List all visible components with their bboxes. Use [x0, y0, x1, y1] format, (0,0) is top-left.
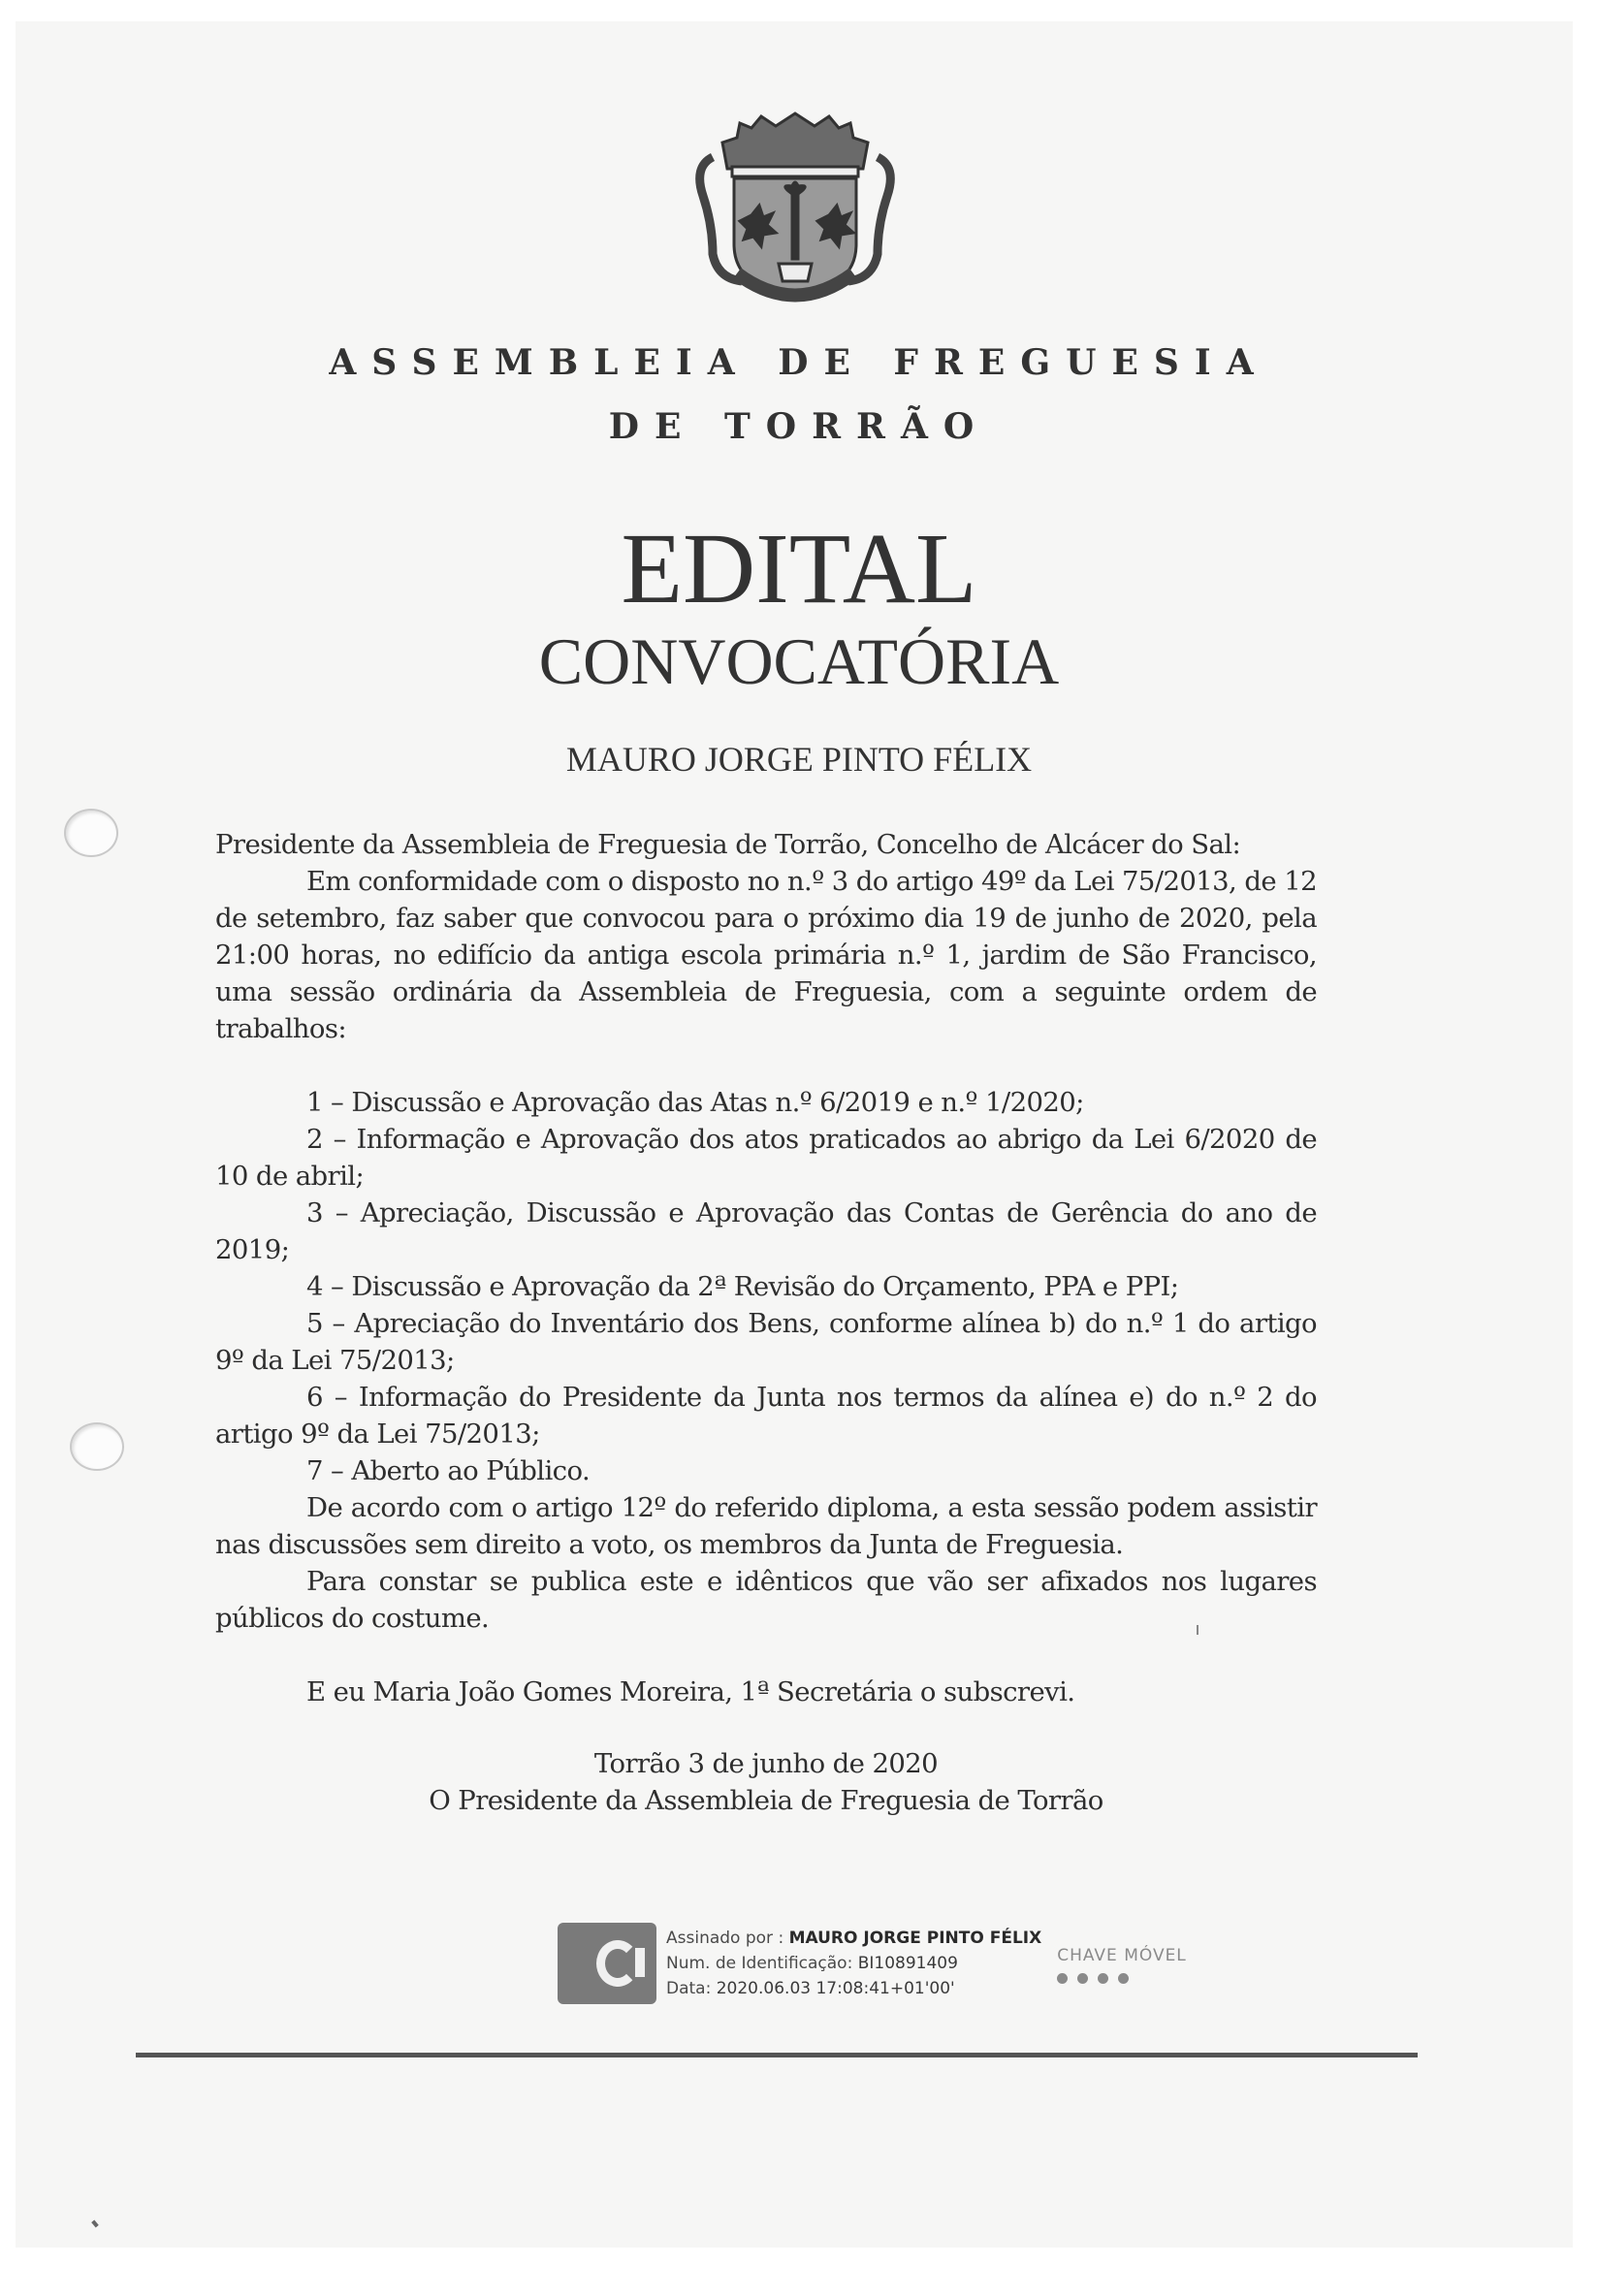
chave-movel-brand: [1057, 1944, 1187, 1984]
digital-signature-stamp: [558, 1922, 1187, 2005]
id-label: Num. de Identificação:: [666, 1954, 853, 1973]
document-title: EDITAL: [621, 513, 977, 624]
footer-rule: [136, 2053, 1418, 2057]
intro-line: Presidente da Assembleia de Freguesia de Torrão, Concelho de Alcácer do Sal:: [215, 829, 1241, 860]
document-body: [215, 826, 1317, 1819]
place-date: Torrão 3 de junho de 2020: [593, 1748, 939, 1779]
signed-by-label: Assinado por :: [666, 1929, 784, 1948]
date-label: Data:: [666, 1979, 712, 1998]
agenda-item: 7 – Aberto ao Público.: [306, 1455, 591, 1486]
date-value: 2020.06.03 17:08:41+01'00': [716, 1979, 955, 1998]
dots-icon: [1057, 1973, 1138, 1984]
agenda-item: 4 – Discussão e Aprovação da 2ª Revisão do Orçamento, PPA e PPI;: [306, 1271, 1179, 1302]
president-name: MAURO JORGE PINTO FÉLIX: [565, 740, 1033, 779]
agenda-item: 1 – Discussão e Aprovação das Atas n.º 6/2019 e n.º 1/2020;: [306, 1087, 1084, 1118]
id-value: BI10891409: [857, 1954, 958, 1973]
signed-by-value: MAURO JORGE PINTO FÉLIX: [788, 1929, 1042, 1948]
header-line-1: ASSEMBLEIA DE FREGUESIA: [329, 342, 1269, 383]
secretary-line: E eu Maria João Gomes Moreira, 1ª Secretária o subscrevi.: [306, 1676, 1075, 1707]
document-subtitle: CONVOCATÓRIA: [538, 624, 1060, 698]
agenda-item: 3 – Apreciação, Discussão e Aprovação das Contas de Gerência do ano de 2019;: [215, 1197, 1317, 1265]
header-line-2: DE TORRÃO: [608, 406, 990, 447]
signature-details: [666, 1926, 1041, 2001]
agenda-item: 2 – Informação e Aprovação dos atos praticados ao abrigo da Lei 6/2020 de 10 de abril;: [215, 1124, 1317, 1192]
punch-hole-top: [64, 809, 118, 857]
signatory-title: O Presidente da Assembleia de Freguesia de Torrão: [429, 1785, 1103, 1816]
main-paragraph: Em conformidade com o disposto no n.º 3 do artigo 49º da Lei 75/2013, de 12 de setembro, faz saber que convocou para o próximo dia 19 de junho de 2020, pela 21:00 horas, no edifício da antiga escola primária n.º 1, jardim de São Francisco, uma sessão ordinária da Assembleia de Freguesia, com a seguinte ordem de trabalhos:: [215, 866, 1317, 1044]
closing-paragraph-2: Para constar se publica este e idênticos que vão ser afixados nos lugares públicos do costume.: [215, 1566, 1317, 1634]
chave-movel-logo-icon: [558, 1923, 656, 2004]
coat-of-arms-icon: [684, 109, 907, 303]
logo-text: CHAVE MÓVEL: [1057, 1945, 1187, 1965]
punch-hole-bottom: [70, 1422, 124, 1471]
agenda-item: 6 – Informação do Presidente da Junta nos termos da alínea e) do n.º 2 do artigo 9º da Lei 75/2013;: [215, 1382, 1317, 1450]
closing-paragraph-1: De acordo com o artigo 12º do referido diploma, a esta sessão podem assistir nas discussões sem direito a voto, os membros da Junta de Freguesia.: [215, 1492, 1317, 1560]
agenda-item: 5 – Apreciação do Inventário dos Bens, conforme alínea b) do n.º 1 do artigo 9º da Lei 75/2013;: [215, 1308, 1317, 1376]
scan-speck: [1197, 1625, 1198, 1635]
key-icon: [635, 1948, 645, 1977]
